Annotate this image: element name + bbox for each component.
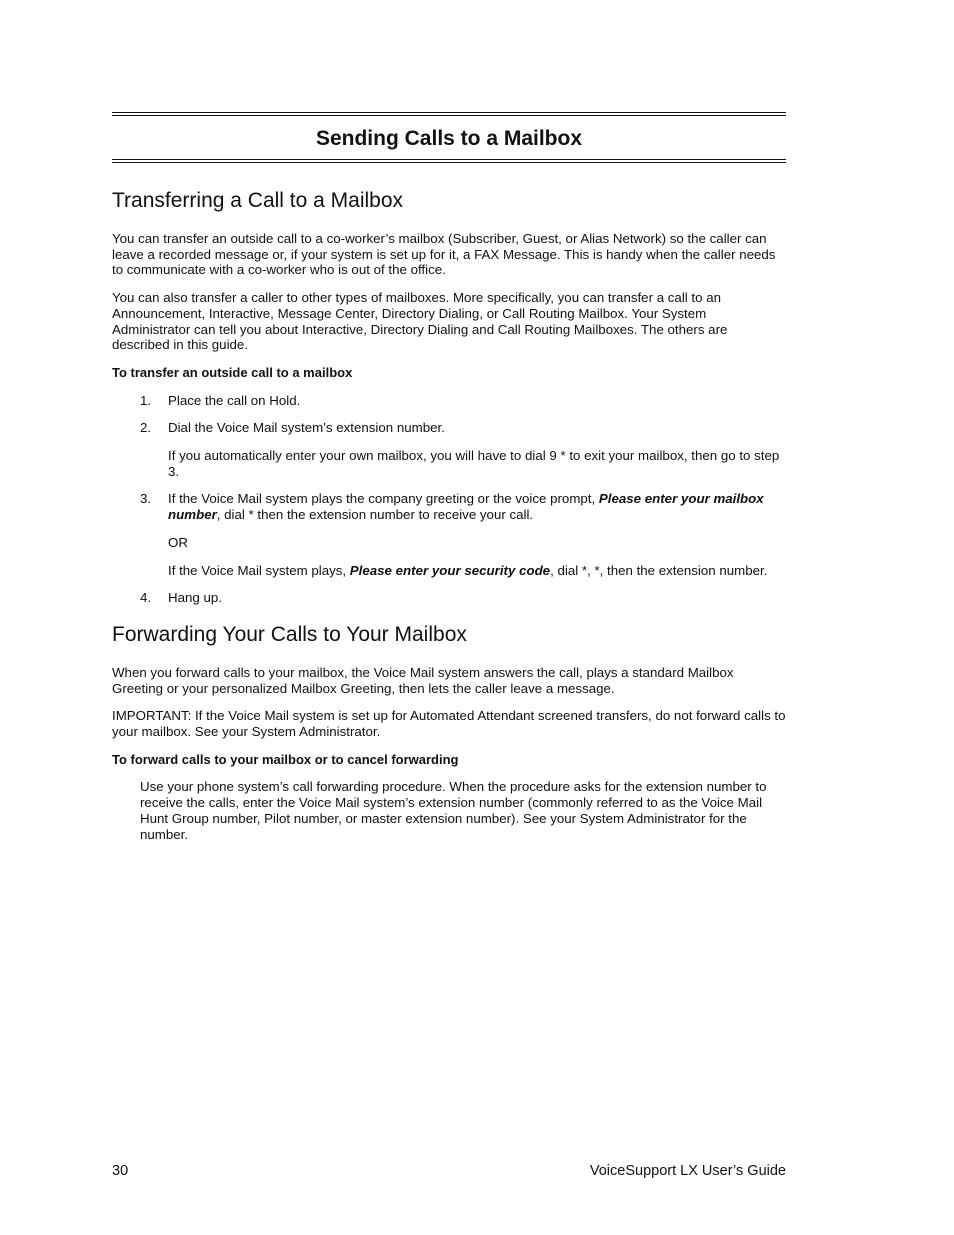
guide-title: VoiceSupport LX User’s Guide xyxy=(589,1163,786,1179)
procedure-title: To forward calls to your mailbox or to cancel forwarding xyxy=(112,751,459,767)
step-number: 3. xyxy=(140,491,152,507)
chapter-title-block xyxy=(112,112,786,163)
step-item xyxy=(112,590,786,606)
step-list xyxy=(112,393,786,606)
section-heading-forwarding: Forwarding Your Calls to Your Mailbox xyxy=(112,622,467,646)
paragraph: When you forward calls to your mailbox, the Voice Mail system answers the call, plays a standard Mailbox Greeting or your personalized Mailbox Greeting, then lets the caller leave a message. xyxy=(112,664,734,696)
page-footer xyxy=(112,1162,786,1180)
step-item xyxy=(112,393,786,409)
section-heading-transferring: Transferring a Call to a Mailbox xyxy=(112,189,404,212)
step-number: 2. xyxy=(140,420,152,436)
step-number: 4. xyxy=(140,590,152,606)
step-text: Place the call on Hold. xyxy=(168,392,301,408)
important-note: IMPORTANT: If the Voice Mail system is set up for Automated Attendant screened transfers, do not forward calls to your mailbox. See your System Administrator. xyxy=(112,708,786,740)
page-content xyxy=(112,188,786,854)
step-item xyxy=(112,420,786,479)
step-text: Dial the Voice Mail system’s extension number. xyxy=(168,420,445,436)
paragraph: You can also transfer a caller to other types of mailboxes. More specifically, you can transfer a call to an Announcement, Interactive, Message Center, Directory Dialing, or Call Routing Mailbox. Your System Administrator can tell you about Interactive, Directory Dialing and Call Routing Mailboxes. The others are described in this guide. xyxy=(112,290,728,353)
paragraph: You can transfer an outside call to a co-worker’s mailbox (Subscriber, Guest, or Alias Network) so the caller can leave a recorded message or, if your system is set up for it, a FAX Message. This is handy when the caller needs to communicate with a co-worker who is out of the office. xyxy=(112,231,776,278)
voice-prompt: Please enter your security code xyxy=(349,562,551,578)
step-text: If the Voice Mail system plays, Please enter your security code, dial *, *, then the extension number. xyxy=(168,562,768,578)
procedure-title: To transfer an outside call to a mailbox xyxy=(112,364,353,380)
page-number: 30 xyxy=(112,1163,129,1179)
bottom-rule xyxy=(112,162,786,163)
step-or: OR xyxy=(168,534,188,550)
step-text: If the Voice Mail system plays the company greeting or the voice prompt, Please enter your mailbox number, dial * then the extension number to receive your call. xyxy=(168,491,764,523)
step-number: 1. xyxy=(140,392,152,408)
step-item xyxy=(112,491,786,578)
procedure-text: Use your phone system’s call forwarding procedure. When the procedure asks for the extension number to receive the calls, enter the Voice Mail system’s extension number (commonly referred to as the Voice Mail Hunt Group number, Pilot number, or master extension number). See your System Administrator for the number. xyxy=(140,779,767,842)
top-rule-inner xyxy=(112,115,786,116)
step-text: Hang up. xyxy=(168,590,222,606)
document-page xyxy=(112,0,786,1235)
voice-prompt: Please enter your mailbox number xyxy=(168,491,764,523)
chapter-title: Sending Calls to a Mailbox xyxy=(315,127,583,150)
step-note: If you automatically enter your own mailbox, you will have to dial 9 * to exit your mailbox, then go to step 3. xyxy=(168,448,780,479)
